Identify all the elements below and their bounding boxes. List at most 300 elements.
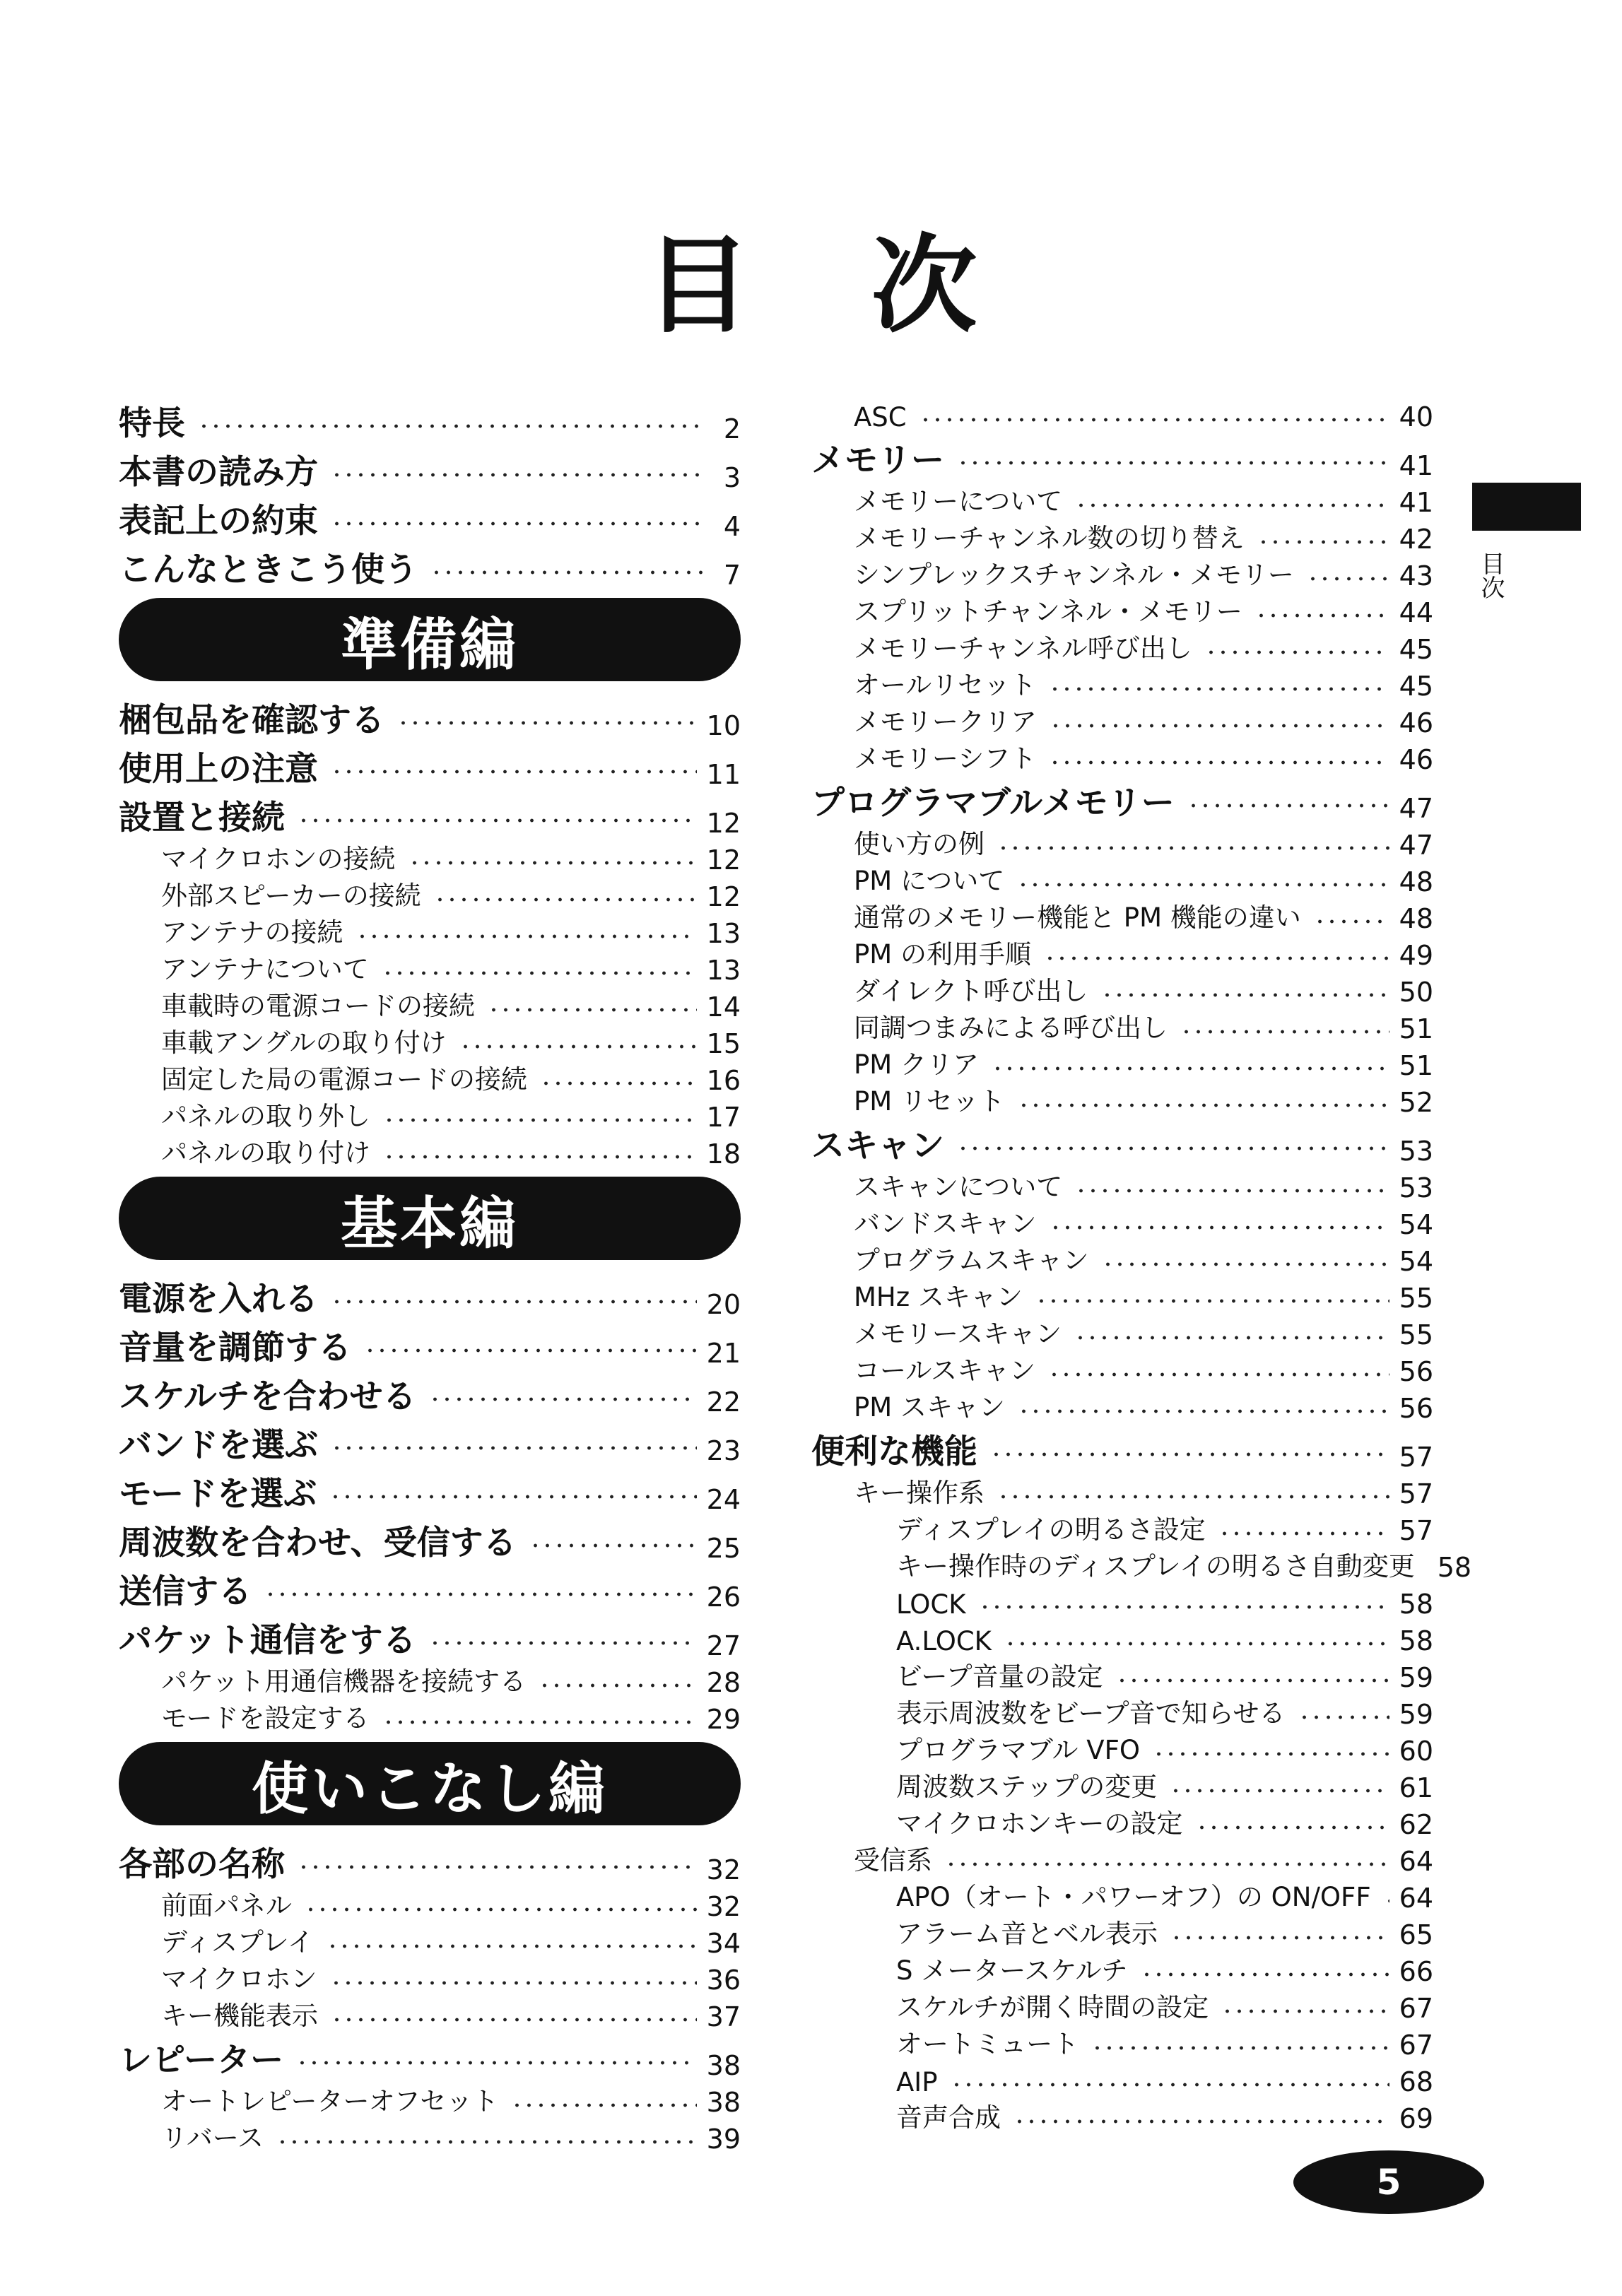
dot-leader	[992, 1066, 1389, 1071]
toc-entry-page: 53	[1399, 1172, 1433, 1203]
toc-entry-label: マイクロホン	[161, 1964, 317, 1994]
dot-leader	[330, 1980, 697, 1986]
toc-entry-page: 17	[706, 1102, 741, 1133]
toc-entry[interactable]	[119, 1515, 741, 1564]
dot-leader	[1075, 1188, 1389, 1194]
toc-entry[interactable]	[811, 1656, 1433, 1693]
toc-entry-page: 57	[1399, 1515, 1433, 1546]
dot-leader	[979, 1604, 1389, 1610]
dot-leader	[331, 2017, 697, 2023]
dot-leader	[957, 460, 1389, 466]
toc-entry[interactable]	[119, 1885, 741, 1922]
toc-entry-page: 34	[706, 1928, 741, 1959]
toc-entry-page: 68	[1399, 2066, 1433, 2097]
dot-leader	[1307, 576, 1389, 582]
toc-entry-page: 25	[706, 1533, 741, 1564]
toc-entry-page: 21	[706, 1338, 741, 1369]
dot-leader	[1170, 1788, 1389, 1794]
toc-entry[interactable]	[119, 2032, 741, 2081]
toc-entry-page: 37	[706, 2001, 741, 2032]
dot-leader	[957, 1146, 1389, 1151]
toc-entry-page: 54	[1399, 1246, 1433, 1277]
toc-entry[interactable]	[119, 1059, 741, 1096]
toc-entry[interactable]	[811, 481, 1433, 518]
dot-leader	[1048, 1372, 1389, 1377]
dot-leader	[296, 2060, 697, 2066]
toc-entry[interactable]	[811, 555, 1433, 591]
toc-entry-label: リバース	[161, 2123, 264, 2153]
toc-entry-page: 26	[706, 1582, 741, 1613]
toc-entry-label: スケルチが開く時間の設定	[896, 1992, 1209, 2023]
toc-entry-label: モードを設定する	[161, 1703, 370, 1733]
toc-entry-label: 電源を入れる	[119, 1280, 318, 1319]
toc-entry-label: キー操作系	[854, 1478, 985, 1508]
dot-leader	[1101, 992, 1389, 998]
toc-entry[interactable]	[119, 1369, 741, 1418]
toc-entry-label: メモリークリア	[854, 707, 1037, 737]
toc-entry-label: 音声合成	[896, 2102, 1001, 2133]
toc-entry-label: メモリーチャンネル呼び出し	[854, 633, 1192, 664]
dot-leader	[434, 897, 697, 902]
dot-leader	[1255, 613, 1389, 618]
toc-entry-page: 20	[706, 1289, 741, 1320]
toc-entry[interactable]	[119, 1837, 741, 1885]
toc-entry-label: PM の利用手順	[854, 939, 1031, 970]
toc-entry[interactable]	[811, 1167, 1433, 1203]
toc-entry[interactable]	[119, 445, 741, 493]
dot-leader	[1074, 1335, 1389, 1341]
toc-entry-page: 46	[1399, 707, 1433, 738]
toc-entry[interactable]	[811, 1509, 1433, 1546]
dot-leader	[276, 2139, 697, 2145]
toc-entry[interactable]	[811, 1620, 1433, 1656]
toc-entry-label: パケット用通信機器を接続する	[161, 1666, 527, 1697]
dot-leader	[1170, 1935, 1389, 1941]
toc-entry[interactable]	[811, 775, 1433, 824]
toc-entry[interactable]	[119, 839, 741, 876]
toc-entry[interactable]	[119, 493, 741, 542]
toc-entry-label: S メータースケルチ	[896, 1955, 1128, 1986]
toc-entry[interactable]	[811, 1350, 1433, 1387]
toc-entry[interactable]	[811, 1840, 1433, 1877]
toc-entry-page: 7	[723, 560, 741, 591]
toc-entry-label: こんなときこう使う	[119, 551, 418, 589]
dot-leader	[1116, 1678, 1389, 1683]
dot-leader	[331, 1299, 697, 1305]
toc-entry-label: コールスキャン	[854, 1355, 1036, 1386]
toc-entry[interactable]	[811, 2024, 1433, 2061]
toc-entry-label: AIP	[896, 2067, 938, 2097]
toc-entry-page: 64	[1399, 1883, 1433, 1914]
toc-entry-label: キー機能表示	[161, 2001, 318, 2031]
toc-entry-label: 表記上の約束	[119, 502, 318, 541]
dot-leader	[198, 423, 703, 429]
dot-leader	[298, 1864, 697, 1870]
toc-entry[interactable]	[811, 1314, 1433, 1350]
dot-leader	[327, 1943, 697, 1949]
toc-entry-label: 外部スピーカーの接続	[161, 881, 421, 911]
toc-entry-label: マイクロホンの接続	[161, 844, 396, 874]
toc-entry[interactable]	[119, 1096, 741, 1133]
dot-leader	[540, 1081, 697, 1086]
toc-entry[interactable]	[119, 912, 741, 949]
toc-entry-page: 55	[1399, 1283, 1433, 1314]
toc-entry-label: スキャン	[811, 1126, 944, 1165]
toc-entry[interactable]	[119, 1418, 741, 1466]
toc-entry[interactable]	[811, 1730, 1433, 1767]
toc-entry-page: 58	[1399, 1625, 1433, 1656]
dot-leader	[997, 845, 1389, 851]
toc-entry-label: 使い方の例	[854, 829, 985, 859]
toc-entry-label: 通常のメモリー機能と PM 機能の違い	[854, 902, 1301, 933]
toc-entry-label: オートレピーターオフセット	[161, 2086, 499, 2117]
toc-entry[interactable]	[119, 1023, 741, 1059]
dot-leader	[1102, 1261, 1389, 1267]
toc-entry[interactable]	[811, 396, 1433, 432]
toc-entry-page: 40	[1399, 401, 1433, 432]
toc-entry-label: 車載アングルの取り付け	[161, 1028, 447, 1058]
toc-entry[interactable]	[811, 1767, 1433, 1803]
dot-leader	[1013, 2119, 1389, 2124]
toc-entry-label: スケルチを合わせる	[119, 1377, 416, 1416]
toc-entry-page: 51	[1399, 1013, 1433, 1044]
dot-leader	[1257, 539, 1389, 545]
toc-entry-page: 53	[1399, 1136, 1433, 1167]
toc-entry-page: 41	[1399, 450, 1433, 481]
toc-entry-label: シンプレックスチャンネル・メモリー	[854, 560, 1294, 590]
toc-entry-label: バンドを選ぶ	[119, 1426, 318, 1465]
toc-entry[interactable]	[811, 1877, 1433, 1914]
toc-entry-page: 39	[706, 2124, 741, 2155]
toc-entry[interactable]	[811, 1693, 1433, 1730]
toc-entry[interactable]	[811, 1546, 1472, 1583]
toc-entry-label: プログラマブル VFO	[896, 1735, 1140, 1765]
toc-entry-page: 45	[1399, 671, 1433, 702]
toc-entry[interactable]	[811, 1008, 1433, 1044]
dot-leader	[1050, 1225, 1389, 1230]
toc-entry[interactable]	[119, 1271, 741, 1320]
toc-entry-page: 48	[1399, 903, 1433, 934]
dot-leader	[997, 1494, 1389, 1500]
dot-leader	[1035, 1298, 1389, 1304]
dot-leader	[1018, 1408, 1389, 1414]
toc-entry[interactable]	[811, 1118, 1433, 1167]
toc-entry[interactable]	[811, 1583, 1433, 1620]
toc-entry-label: 各部の名称	[119, 1845, 285, 1884]
toc-entry-label: ディスプレイ	[161, 1927, 314, 1958]
dot-leader	[951, 2082, 1389, 2088]
toc-entry-label: 本書の読み方	[119, 453, 318, 492]
toc-entry[interactable]	[811, 1044, 1433, 1081]
toc-entry-page: 57	[1399, 1478, 1433, 1509]
toc-entry-page: 32	[706, 1854, 741, 1885]
dot-leader	[1141, 1972, 1389, 1977]
toc-entry-label: パネルの取り付け	[161, 1138, 370, 1168]
toc-entry-page: 52	[1399, 1087, 1433, 1118]
toc-entry-page: 12	[706, 844, 741, 876]
toc-entry-page: 29	[706, 1704, 741, 1735]
dot-leader	[511, 2102, 696, 2108]
dot-leader	[945, 1861, 1389, 1867]
dot-leader	[1050, 723, 1389, 729]
toc-entry-page: 67	[1399, 2030, 1433, 2061]
toc-entry-label: PM について	[854, 866, 1005, 896]
toc-entry-label: メモリー	[811, 441, 944, 480]
toc-entry-page: 4	[723, 511, 741, 542]
toc-entry[interactable]	[811, 2097, 1433, 2134]
toc-entry-label: パケット通信をする	[119, 1621, 416, 1660]
toc-entry-label: キー操作時のディスプレイの明るさ自動変更	[896, 1551, 1415, 1582]
dot-leader	[383, 1154, 697, 1160]
dot-leader	[329, 1494, 697, 1500]
toc-entry-label: 周波数ステップの変更	[896, 1772, 1158, 1802]
toc-entry[interactable]	[119, 1698, 741, 1735]
dot-leader	[264, 1591, 697, 1597]
dot-leader	[459, 1044, 697, 1049]
toc-entry-label: オートミュート	[896, 2029, 1079, 2059]
section-index-label: 目次	[1476, 551, 1505, 599]
toc-entry-label: PM リセット	[854, 1086, 1005, 1117]
toc-entry-page: 67	[1399, 1993, 1433, 2024]
dot-leader	[1180, 1029, 1389, 1035]
toc-entry-page: 15	[706, 1028, 741, 1059]
dot-leader	[331, 1445, 697, 1451]
dot-leader	[1075, 502, 1389, 508]
dot-leader	[298, 818, 697, 823]
toc-entry[interactable]	[119, 790, 741, 839]
toc-entry[interactable]	[811, 1914, 1433, 1950]
toc-entry-label: ビープ音量の設定	[896, 1661, 1103, 1692]
dot-leader	[1049, 760, 1389, 765]
toc-entry[interactable]	[811, 2061, 1433, 2097]
toc-entry[interactable]	[119, 1661, 741, 1698]
dot-leader	[1044, 955, 1389, 961]
toc-entry-label: PM スキャン	[854, 1392, 1005, 1423]
dot-leader	[1091, 2045, 1389, 2051]
dot-leader	[429, 1396, 697, 1402]
toc-entry[interactable]	[811, 1987, 1433, 2024]
dot-leader	[382, 1719, 697, 1725]
toc-entry-page: 55	[1399, 1319, 1433, 1350]
toc-entry-page: 27	[706, 1630, 741, 1661]
toc-entry[interactable]	[119, 949, 741, 986]
toc-entry-page: 69	[1399, 2103, 1433, 2134]
toc-entry-page: 54	[1399, 1209, 1433, 1240]
dot-leader	[1187, 803, 1389, 808]
toc-entry[interactable]	[119, 542, 741, 591]
dot-leader	[1218, 1531, 1389, 1536]
dot-leader	[397, 720, 697, 726]
toc-entry-label: ダイレクト呼び出し	[854, 976, 1088, 1006]
toc-entry[interactable]	[119, 1133, 741, 1170]
toc-entry[interactable]	[119, 396, 741, 445]
toc-entry-label: 表示周波数をビープ音で知らせる	[896, 1698, 1286, 1729]
toc-entry-label: 車載時の電源コードの接続	[161, 991, 475, 1021]
toc-entry-label: 使用上の注意	[119, 750, 318, 789]
toc-entry-page: 56	[1399, 1393, 1433, 1424]
toc-entry[interactable]	[119, 2081, 741, 2118]
toc-entry-label: バンドスキャン	[854, 1208, 1037, 1239]
toc-entry-label: 同調つまみによる呼び出し	[854, 1013, 1168, 1043]
toc-entry[interactable]	[811, 1803, 1433, 1840]
page-number-badge	[1293, 2150, 1484, 2214]
dot-leader	[331, 521, 703, 526]
toc-entry[interactable]	[119, 1959, 741, 1996]
section-banner: 準備編	[119, 598, 741, 681]
toc-entry[interactable]	[811, 432, 1433, 481]
toc-entry-page: 43	[1399, 560, 1433, 591]
toc-entry-label: メモリースキャン	[854, 1319, 1062, 1349]
section-index-tab	[1472, 483, 1581, 531]
toc-entry[interactable]	[811, 824, 1433, 861]
toc-entry-page: 56	[1399, 1356, 1433, 1387]
toc-entry-label: APO（オート・パワーオフ）の ON/OFF	[896, 1882, 1371, 1912]
toc-entry[interactable]	[811, 861, 1433, 897]
dot-leader	[539, 1683, 696, 1688]
toc-entry[interactable]	[811, 934, 1433, 971]
toc-entry[interactable]	[811, 1387, 1433, 1424]
toc-entry[interactable]	[811, 1424, 1433, 1473]
toc-entry[interactable]	[119, 741, 741, 790]
toc-entry-page: 23	[706, 1435, 741, 1466]
toc-entry-page: 16	[706, 1065, 741, 1096]
dot-leader	[919, 417, 1389, 423]
toc-entry-page: 64	[1399, 1846, 1433, 1877]
dot-leader	[1018, 1102, 1389, 1108]
toc-entry-page: 50	[1399, 977, 1433, 1008]
toc-entry-page: 38	[706, 2087, 741, 2118]
toc-entry-label: ASC	[854, 402, 907, 432]
toc-entry-label: 受信系	[854, 1845, 932, 1876]
toc-entry-page: 62	[1399, 1809, 1433, 1840]
toc-entry-page: 58	[1437, 1552, 1472, 1583]
toc-entry-page: 65	[1399, 1919, 1433, 1950]
toc-entry-page: 46	[1399, 744, 1433, 775]
toc-entry-page: 61	[1399, 1772, 1433, 1803]
dot-leader	[1049, 686, 1389, 692]
dot-leader	[1205, 649, 1389, 655]
dot-leader	[1153, 1751, 1389, 1757]
toc-entry-page: 13	[706, 955, 741, 986]
dot-leader	[1384, 1898, 1389, 1904]
toc-entry[interactable]	[811, 1081, 1433, 1118]
dot-leader	[1196, 1825, 1389, 1830]
dot-leader	[331, 769, 697, 775]
dot-leader	[305, 1907, 697, 1912]
toc-entry[interactable]	[119, 1996, 741, 2032]
toc-entry-page: 3	[723, 462, 741, 493]
dot-leader	[1004, 1641, 1389, 1647]
toc-entry-page: 13	[706, 918, 741, 949]
toc-entry[interactable]	[119, 2118, 741, 2155]
toc-entry[interactable]	[119, 1922, 741, 1959]
toc-entry-page: 48	[1399, 866, 1433, 897]
toc-entry-label: モードを選ぶ	[119, 1475, 317, 1514]
toc-entry-label: A.LOCK	[896, 1626, 992, 1656]
dot-leader	[1314, 919, 1389, 924]
toc-entry[interactable]	[811, 897, 1433, 934]
toc-entry-page: 32	[706, 1891, 741, 1922]
toc-entry-page: 58	[1399, 1589, 1433, 1620]
toc-entry-label: プログラムスキャン	[854, 1245, 1089, 1276]
toc-left-column	[119, 396, 741, 2155]
toc-entry[interactable]	[811, 665, 1433, 702]
toc-entry-label: 特長	[119, 404, 185, 443]
toc-entry-page: 41	[1399, 487, 1433, 518]
page-number: 5	[1376, 2162, 1401, 2203]
toc-entry[interactable]	[119, 1320, 741, 1369]
toc-entry-page: 44	[1399, 597, 1433, 628]
dot-leader	[356, 934, 697, 939]
toc-entry[interactable]	[119, 693, 741, 741]
toc-entry-label: スプリットチャンネル・メモリー	[854, 596, 1242, 627]
toc-entry-label: メモリーシフト	[854, 743, 1037, 774]
toc-entry-page: 47	[1399, 830, 1433, 861]
toc-entry[interactable]	[119, 1466, 741, 1515]
toc-entry-label: PM クリア	[854, 1049, 979, 1080]
toc-entry-page: 59	[1399, 1699, 1433, 1730]
toc-entry-label: 送信する	[119, 1572, 252, 1611]
toc-entry-label: パネルの取り外し	[161, 1101, 370, 1131]
dot-leader	[529, 1543, 697, 1548]
toc-entry[interactable]	[811, 1240, 1433, 1277]
toc-entry-page: 22	[706, 1387, 741, 1418]
toc-entry-label: 設置と接続	[119, 799, 285, 837]
toc-right-column	[811, 396, 1472, 2134]
toc-entry[interactable]	[811, 971, 1433, 1008]
toc-entry-label: 周波数を合わせ、受信する	[119, 1524, 517, 1562]
toc-entry-page: 10	[706, 710, 741, 741]
toc-entry[interactable]	[811, 1473, 1433, 1509]
toc-entry[interactable]	[119, 876, 741, 912]
toc-entry-label: オールリセット	[854, 670, 1036, 700]
toc-entry-label: 前面パネル	[161, 1890, 292, 1921]
toc-entry[interactable]	[811, 628, 1433, 665]
dot-leader	[382, 970, 697, 976]
toc-entry[interactable]	[811, 1277, 1433, 1314]
toc-entry-page: 38	[706, 2050, 741, 2081]
dot-leader	[990, 1452, 1389, 1457]
toc-entry-label: LOCK	[896, 1589, 966, 1620]
dot-leader	[488, 1007, 697, 1013]
toc-entry[interactable]	[119, 986, 741, 1023]
toc-entry-page: 49	[1399, 940, 1433, 971]
toc-entry-page: 47	[1399, 793, 1433, 824]
toc-entry[interactable]	[811, 702, 1433, 738]
toc-entry-label: メモリーについて	[854, 486, 1063, 517]
toc-entry[interactable]	[811, 1203, 1433, 1240]
toc-entry-page: 66	[1399, 1956, 1433, 1987]
toc-entry-label: 固定した局の電源コードの接続	[161, 1064, 527, 1095]
toc-entry-label: 音量を調節する	[119, 1329, 351, 1367]
toc-entry-page: 14	[706, 991, 741, 1023]
toc-entry[interactable]	[119, 1613, 741, 1661]
toc-entry-label: アラーム音とベル表示	[896, 1919, 1158, 1949]
toc-entry-label: プログラマブルメモリー	[811, 784, 1175, 823]
toc-entry[interactable]	[119, 1564, 741, 1613]
toc-entry-page: 28	[706, 1667, 741, 1698]
toc-entry[interactable]	[811, 591, 1433, 628]
toc-entry[interactable]	[811, 518, 1433, 555]
toc-entry[interactable]	[811, 738, 1433, 775]
toc-entry-page: 42	[1399, 524, 1433, 555]
toc-entry-page: 18	[706, 1138, 741, 1170]
toc-entry[interactable]	[811, 1950, 1433, 1987]
dot-leader	[1017, 882, 1389, 888]
toc-entry-label: アンテナについて	[161, 954, 369, 984]
toc-entry-label: メモリーチャンネル数の切り替え	[854, 523, 1245, 553]
toc-entry-page: 45	[1399, 634, 1433, 665]
